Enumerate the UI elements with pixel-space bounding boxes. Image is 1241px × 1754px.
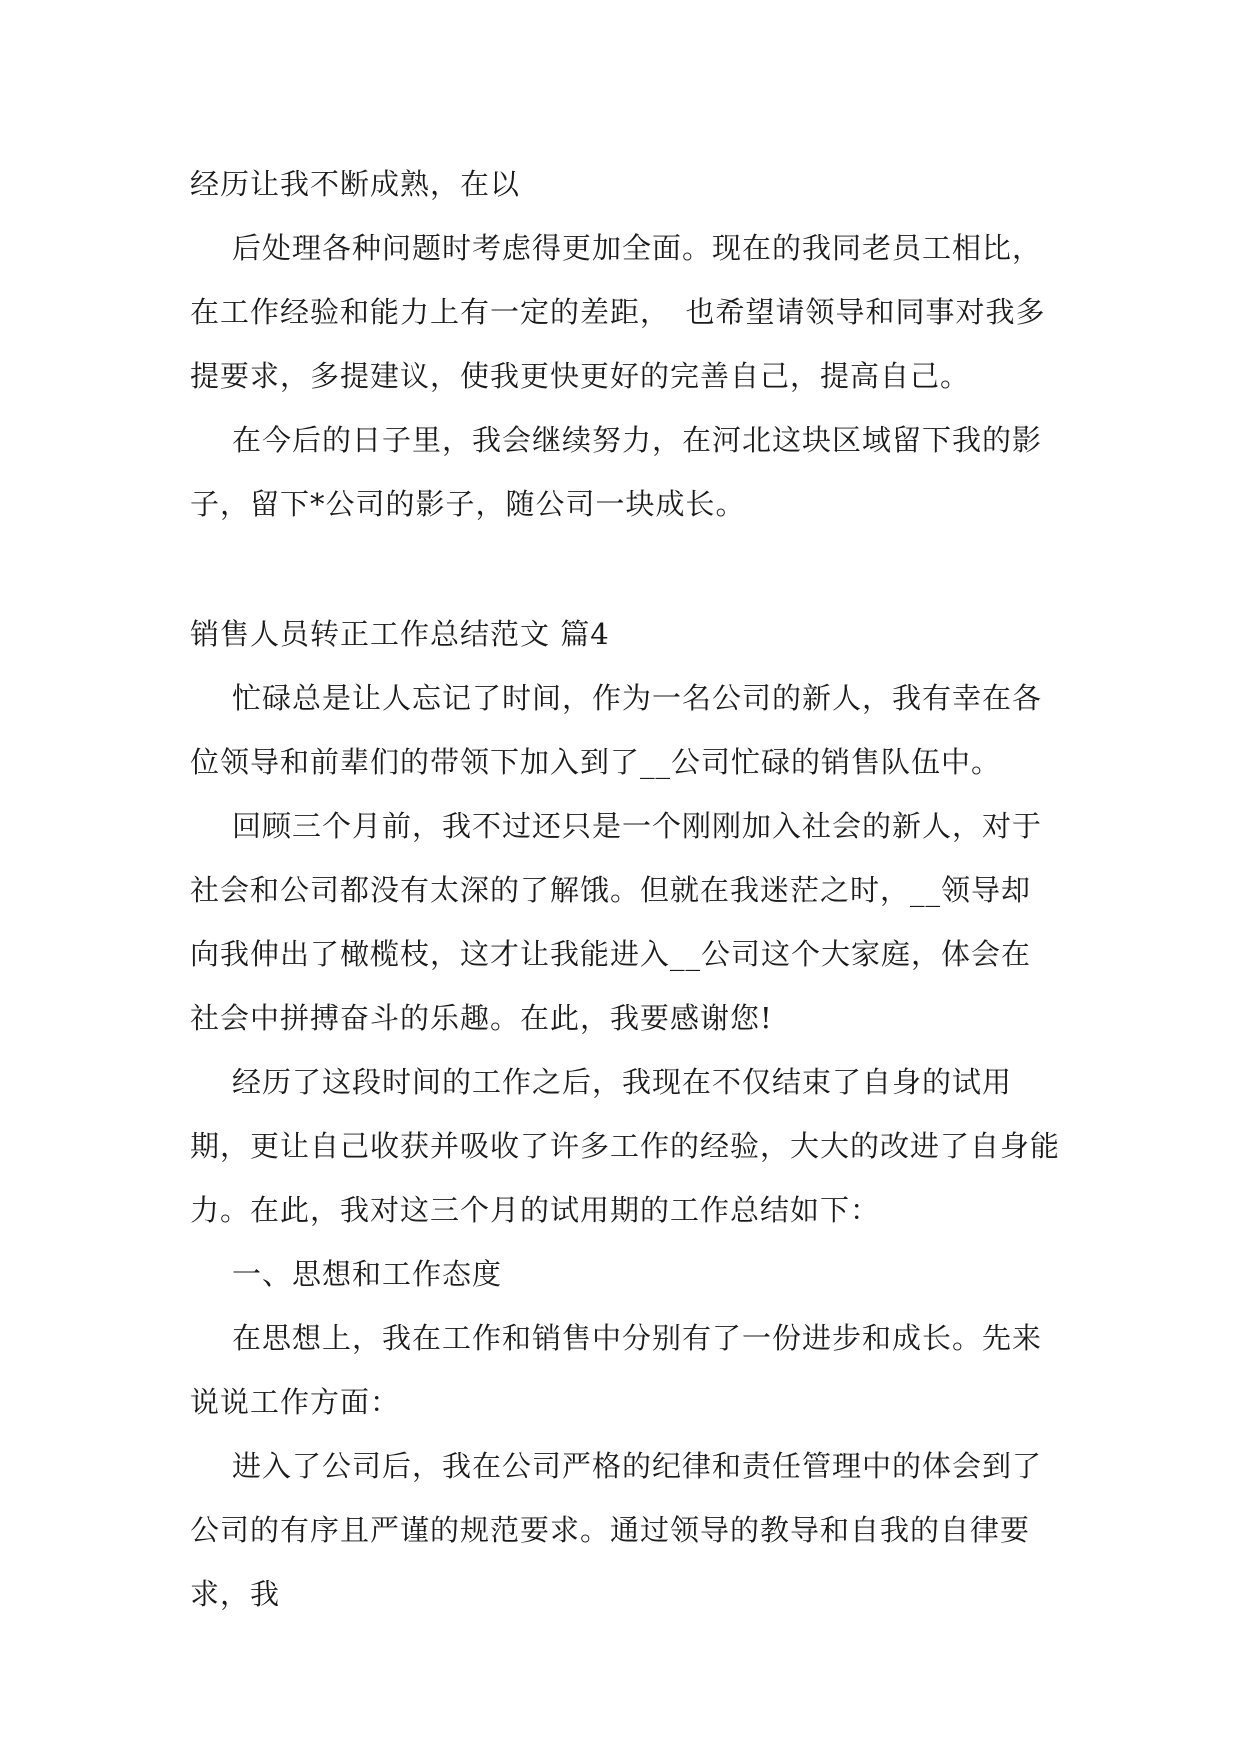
paragraph: 回顾三个月前，我不过还只是一个刚刚加入社会的新人，对于社会和公司都没有太深的了解饿。但就在我迷茫之时，__领导却向我伸出了橄榄枝，这才让我能进入__公司这个大家庭，体会在社会中拼搏奋斗的乐趣。在此，我要感谢您! bbox=[190, 809, 1043, 1035]
paragraph: 在思想上，我在工作和销售中分别有了一份进步和成长。先来说说工作方面： bbox=[190, 1321, 1043, 1419]
section-title: 销售人员转正工作总结范文 篇4 bbox=[190, 617, 610, 651]
paragraph: 经历了这段时间的工作之后，我现在不仅结束了自身的试用期，更让自己收获并吸收了许多工作的经验，大大的改进了自身能力。在此，我对这三个月的试用期的工作总结如下： bbox=[190, 1065, 1061, 1227]
subheading: 一、思想和工作态度 bbox=[232, 1257, 503, 1291]
paragraph: 后处理各种问题时考虑得更加全面。现在的我同老员工相比，在工作经验和能力上有一定的差距， 也希望请领导和同事对我多提要求，多提建议，使我更快更好的完善自己，提高自己。 bbox=[190, 231, 1046, 393]
paragraph: 在今后的日子里，我会继续努力，在河北这块区域留下我的影子，留下*公司的影子，随公司一块成长。 bbox=[190, 423, 1043, 521]
document-body-section bbox=[190, 602, 1060, 1626]
paragraph: 忙碌总是让人忘记了时间，作为一名公司的新人，我有幸在各位领导和前辈们的带领下加入到了__公司忙碌的销售队伍中。 bbox=[190, 681, 1043, 779]
paragraph: 进入了公司后，我在公司严格的纪律和责任管理中的体会到了公司的有序且严谨的规范要求。通过领导的教导和自我的自律要求，我 bbox=[190, 1449, 1043, 1611]
paragraph: 经历让我不断成熟，在以 bbox=[190, 167, 521, 201]
document-body-top bbox=[190, 152, 1060, 536]
